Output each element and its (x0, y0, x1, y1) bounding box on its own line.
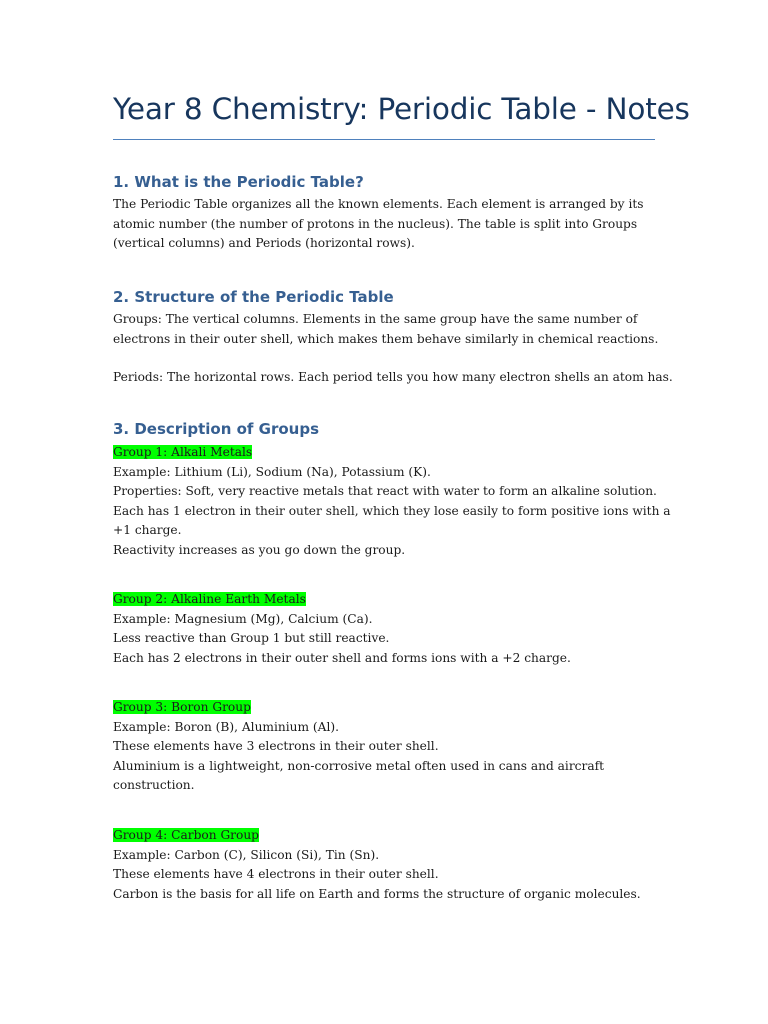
text-line: These elements have 4 electrons in their outer shell. (113, 867, 439, 881)
group-1-block (113, 443, 671, 560)
text-line: Example: Boron (B), Aluminium (Al). (113, 719, 339, 734)
group-2-label-highlight: Group 2: Alkaline Earth Metals (113, 592, 306, 606)
groups-paragraph (113, 310, 658, 349)
text-line: construction. (113, 778, 195, 792)
group-3-block (113, 698, 658, 796)
text-line: The Periodic Table organizes all the known elements. Each element is arranged by its (113, 197, 644, 211)
group-4-block (113, 826, 658, 904)
text-line: Example: Lithium (Li), Sodium (Na), Potassium (K). (113, 464, 431, 479)
text-line: Groups: The vertical columns. Elements in the same group have the same number of (113, 312, 638, 326)
text-line: Periods: The horizontal rows. Each period tells you how many electron shells an atom has. (113, 370, 673, 384)
text-line: Less reactive than Group 1 but still reactive. (113, 631, 390, 645)
section-heading-description-of-groups: 3. Description of Groups (113, 420, 320, 438)
title-underline (113, 139, 655, 140)
text-line: Reactivity increases as you go down the group. (113, 542, 406, 557)
text-line: (vertical columns) and Periods (horizontal rows). (113, 236, 415, 250)
text-line: +1 charge. (113, 523, 182, 537)
section-heading-what-is-periodic-table: 1. What is the Periodic Table? (113, 173, 364, 191)
text-line: electrons in their outer shell, which makes them behave similarly in chemical reactions. (113, 331, 659, 346)
text-line: Example: Carbon (C), Silicon (Si), Tin (Sn). (113, 847, 380, 862)
section-heading-structure: 2. Structure of the Periodic Table (113, 288, 394, 306)
text-line: atomic number (the number of protons in the nucleus). The table is split into Groups (113, 216, 638, 231)
group-2-block (113, 590, 658, 668)
text-line: Each has 1 electron in their outer shell, which they lose easily to form positive ions with a (113, 503, 671, 518)
section-1-paragraph (113, 195, 658, 254)
text-line: Example: Magnesium (Mg), Calcium (Ca). (113, 611, 373, 626)
text-line: Aluminium is a lightweight, non-corrosive metal often used in cans and aircraft (113, 758, 604, 773)
group-3-label-highlight: Group 3: Boron Group (113, 700, 251, 714)
text-line: Properties: Soft, very reactive metals that react with water to form an alkaline solution. (113, 484, 657, 498)
periods-paragraph (113, 368, 673, 388)
document-title: Year 8 Chemistry: Periodic Table - Notes (113, 92, 690, 126)
text-line: Carbon is the basis for all life on Earth and forms the structure of organic molecules. (113, 886, 641, 901)
text-line: Each has 2 electrons in their outer shell and forms ions with a +2 charge. (113, 650, 571, 665)
text-line: These elements have 3 electrons in their outer shell. (113, 739, 439, 753)
group-1-label-highlight: Group 1: Alkali Metals (113, 445, 253, 459)
group-4-label-highlight: Group 4: Carbon Group (113, 828, 259, 842)
